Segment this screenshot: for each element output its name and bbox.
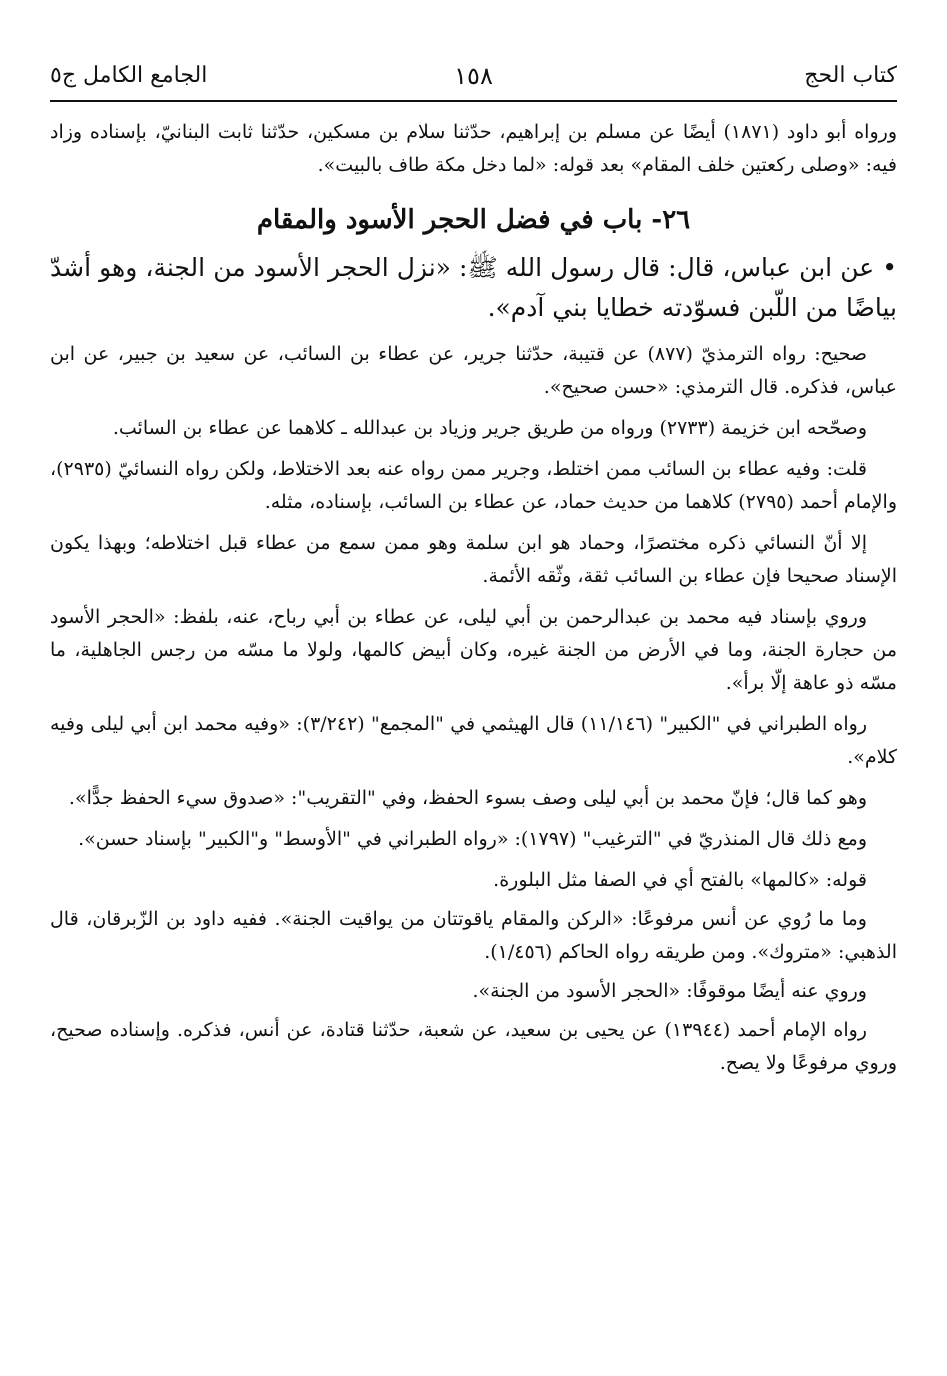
commentary-paragraph: وصحّحه ابن خزيمة (٢٧٣٣) ورواه من طريق جرير وزياد بن عبدالله ـ كلاهما عن عطاء بن السائب. <box>112 417 867 439</box>
intro-paragraph: ورواه أبو داود (١٨٧١) أيضًا عن مسلم بن إبراهيم، حدّثنا سلام بن مسكين، حدّثنا ثابت البنانيّ، بإسناده وزاد فيه: «وصلى ركعتين خلف المقام» بعد قوله: «لما دخل مكة طاف بالبيت». <box>50 121 897 176</box>
commentary-paragraph: وروي عنه أيضًا موقوفًا: «الحجر الأسود من الجنة». <box>472 980 867 1002</box>
commentary-paragraph: وهو كما قال؛ فإنّ محمد بن أبي ليلى وصف بسوء الحفظ، وفي "التقريب": «صدوق سيء الحفظ جدًّا». <box>68 787 867 809</box>
commentary-paragraph: وروي بإسناد فيه محمد بن عبدالرحمن بن أبي ليلى، عن عطاء بن أبي رباح، عنه، بلفظ: «الحجر الأسود من حجارة الجنة، وما في الأرض من الجنة غيره، وكان أبيض كالمها، ولولا ما مسّه من رجس الجاهلية، ما مسّه ذو عاهة إلّا برأ». <box>50 606 897 694</box>
commentary-paragraph: صحيح: رواه الترمذيّ (٨٧٧) عن قتيبة، حدّثنا جرير، عن عطاء بن السائب، عن سعيد بن جبير، عن ابن عباس، فذكره. قال الترمذي: «حسن صحيح». <box>50 343 897 398</box>
chapter-heading: ٢٦- باب في فضل الحجر الأسود والمقام <box>256 205 691 235</box>
running-header <box>50 58 897 94</box>
commentary-paragraph: قوله: «كالمها» بالفتح أي في الصفا مثل البلورة. <box>493 869 867 891</box>
commentary-paragraph: قلت: وفيه عطاء بن السائب ممن اختلط، وجرير ممن رواه عنه بعد الاختلاط، ولكن رواه النسائيّ (٢٩٣٥)، والإمام أحمد (٢٧٩٥) كلاهما من حديث حماد، عن عطاء بن السائب، بإسناده، مثله. <box>50 458 897 513</box>
commentary-paragraph: ومع ذلك قال المنذريّ في "الترغيب" (١٧٩٧): «رواه الطبراني في "الأوسط" و"الكبير" بإسناد حسن». <box>78 828 867 850</box>
header-rule <box>50 100 897 102</box>
page-number: ١٥٨ <box>454 62 493 90</box>
book-title: كتاب الحج <box>804 63 897 88</box>
volume-title: الجامع الكامل ج٥ <box>50 63 208 88</box>
hadith-text: • عن ابن عباس، قال: قال رسول الله ﷺ: «نزل الحجر الأسود من الجنة، وهو أشدّ بياضًا من اللّبن فسوّدته خطايا بني آدم». <box>50 253 897 322</box>
commentary-paragraph: رواه الطبراني في "الكبير" (١١/١٤٦) قال الهيثمي في "المجمع" (٣/٢٤٢): «وفيه محمد ابن أبي ليلى وفيه كلام». <box>50 713 897 768</box>
commentary-paragraph: إلا أنّ النسائي ذكره مختصرًا، وحماد هو ابن سلمة وهو ممن سمع من عطاء قبل اختلاطه؛ وبهذا يكون الإسناد صحيحا فإن عطاء بن السائب ثقة، وثّقه الأئمة. <box>50 532 897 587</box>
commentary-paragraph: رواه الإمام أحمد (١٣٩٤٤) عن يحيى بن سعيد، عن شعبة، حدّثنا قتادة، عن أنس، فذكره. وإسناده صحيح، وروي مرفوعًا ولا يصح. <box>50 1019 897 1074</box>
commentary-paragraph: وما ما رُوي عن أنس مرفوعًا: «الركن والمقام ياقوتتان من يواقيت الجنة». ففيه داود بن الزّبرقان، قال الذهبي: «متروك». ومن طريقه رواه الحاكم (١/٤٥٦). <box>50 908 897 963</box>
